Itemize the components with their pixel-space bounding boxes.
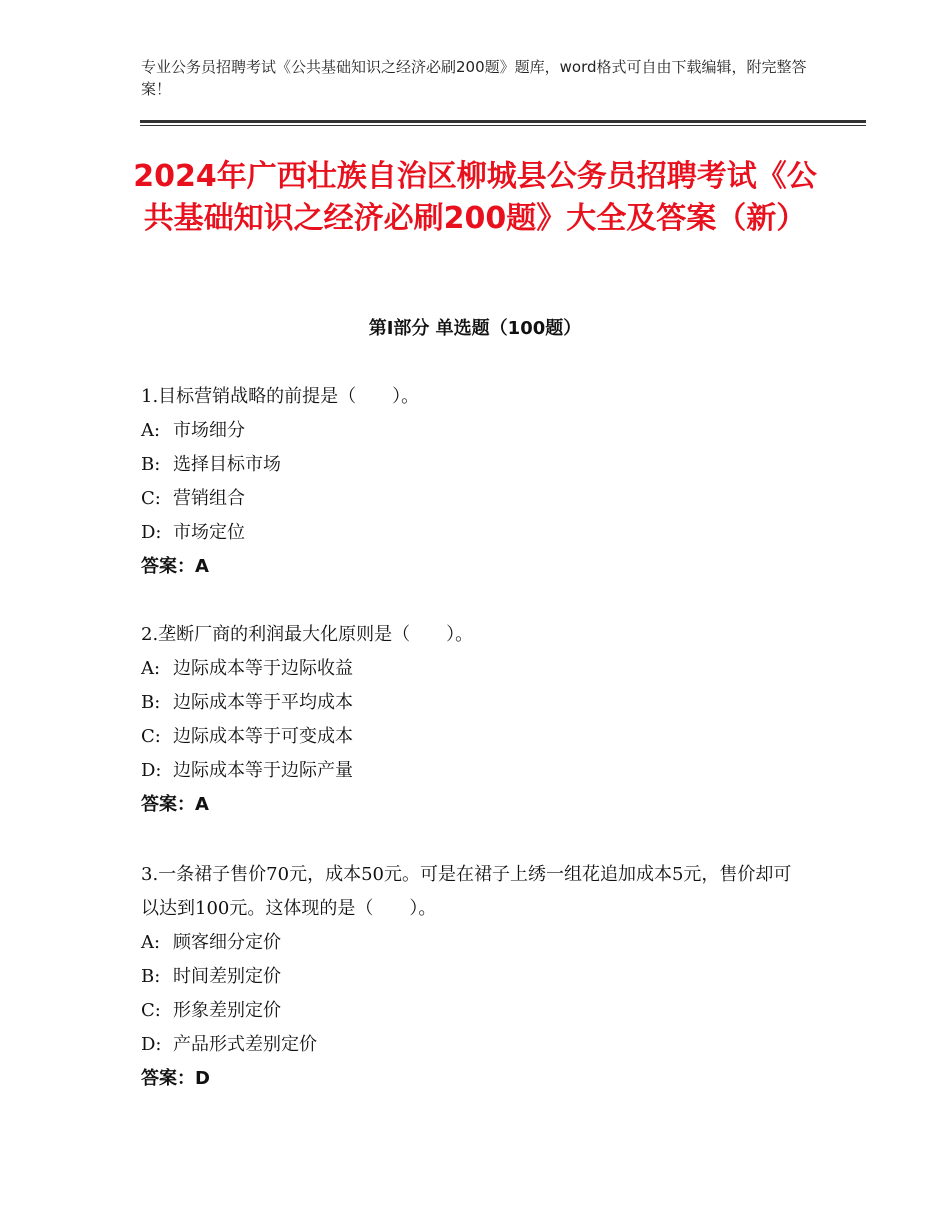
option-label: A: (141, 932, 161, 953)
question-stem: 3.一条裙子售价70元，成本50元。可是在裙子上绣一组花追加成本5元，售价却可以达到100元。这体现的是（ ）。 (141, 864, 792, 919)
option-label: B: (141, 692, 161, 713)
option-text: 边际成本等于平均成本 (173, 692, 353, 713)
option-a (141, 414, 821, 448)
option-label: A: (141, 658, 161, 679)
answer-line (141, 1062, 806, 1096)
option-label: B: (141, 966, 161, 987)
option-a (141, 926, 806, 960)
option-label: D: (141, 760, 162, 781)
option-text: 边际成本等于边际产量 (173, 760, 353, 781)
option-text: 产品形式差别定价 (173, 1034, 317, 1055)
option-text: 形象差别定价 (173, 1000, 281, 1021)
option-c (141, 720, 821, 754)
question-2 (141, 618, 821, 822)
option-text: 边际成本等于可变成本 (173, 726, 353, 747)
option-label: B: (141, 454, 161, 475)
answer-value: A (195, 794, 209, 815)
answer-label: 答案： (141, 1068, 195, 1089)
option-d (141, 1028, 806, 1062)
option-b (141, 960, 806, 994)
option-c (141, 994, 806, 1028)
section-title: 第Ⅰ部分 单选题（100题） (368, 318, 582, 339)
answer-value: D (195, 1068, 210, 1089)
answer-value: A (195, 556, 209, 577)
document-title: 2024年广西壮族自治区柳城县公务员招聘考试《公共基础知识之经济必刷200题》大全及答案（新） (133, 159, 817, 236)
option-text: 营销组合 (173, 488, 245, 509)
option-text: 时间差别定价 (173, 966, 281, 987)
option-b (141, 686, 821, 720)
option-text: 边际成本等于边际收益 (173, 658, 353, 679)
option-label: A: (141, 420, 161, 441)
option-label: C: (141, 488, 161, 509)
question-1 (141, 380, 821, 584)
option-label: C: (141, 726, 161, 747)
question-3 (141, 858, 806, 1096)
option-text: 市场定位 (173, 522, 245, 543)
answer-line (141, 788, 821, 822)
option-a (141, 652, 821, 686)
option-b (141, 448, 821, 482)
answer-line (141, 550, 821, 584)
header-rule-thin (140, 125, 866, 126)
option-c (141, 482, 821, 516)
option-d (141, 754, 821, 788)
question-stem: 1.目标营销战略的前提是（ ）。 (141, 386, 420, 407)
option-label: C: (141, 1000, 161, 1021)
option-label: D: (141, 522, 162, 543)
option-d (141, 516, 821, 550)
answer-label: 答案： (141, 794, 195, 815)
answer-label: 答案： (141, 556, 195, 577)
option-text: 市场细分 (173, 420, 245, 441)
option-label: D: (141, 1034, 162, 1055)
option-text: 顾客细分定价 (173, 932, 281, 953)
option-text: 选择目标市场 (173, 454, 281, 475)
header-note: 专业公务员招聘考试《公共基础知识之经济必刷200题》题库，word格式可自由下载编辑，附完整答案！ (141, 58, 807, 98)
question-stem: 2.垄断厂商的利润最大化原则是（ ）。 (141, 624, 474, 645)
header-rule-thick (140, 120, 866, 123)
